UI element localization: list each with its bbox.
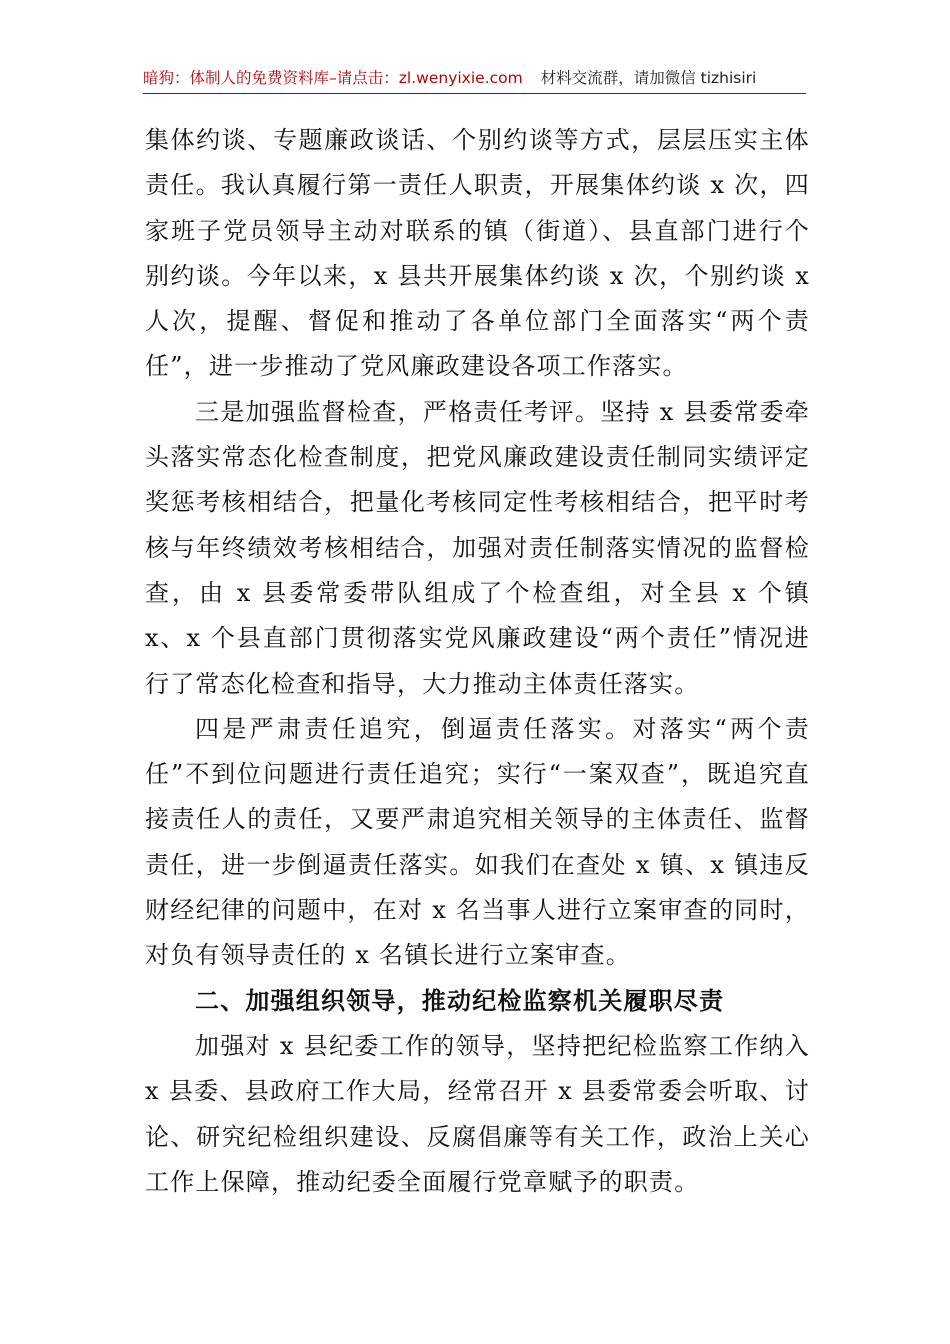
paragraph-continuation: 集体约谈、专题廉政谈话、个别约谈等方式，层层压实主体责任。我认真履行第一责任人职责，开展集体约谈 x 次，四家班子党员领导主动对联系的镇（街道）、县直部门进行个别约谈。今年以来，x 县共开展集体约谈 x 次，个别约谈 x 人次，提醒、督促和推动了各单位部门全面落实“两个责任”，进一步推动了党风廉政建设各项工作落实。 <box>145 126 810 381</box>
paragraph-supervision: 三是加强监督检查，严格责任考评。坚持 x 县委常委牵头落实常态化检查制度，把党风廉政建设责任制同实绩评定奖惩考核相结合，把量化考核同定性考核相结合，把平时考核与年终绩效考核相结合，加强对责任制落实情况的监督检查，由 x 县委常委带队组成了个检查组，对全县 x 个镇 x、x 个县直部门贯彻落实党风廉政建设“两个责任”情况进行了常态化检查和指导，大力推动主体责任落实。 <box>145 397 810 698</box>
header-click-prompt: –请点击： <box>329 69 399 87</box>
watermark-header <box>143 66 805 94</box>
header-group-note: 材料交流群，请加微信 tizhisiri <box>540 69 757 87</box>
section-heading: 二、加强组织领导，推动纪检监察机关履职尽责 <box>195 986 725 1015</box>
paragraph-leadership: 加强对 x 县纪委工作的领导，坚持把纪检监察工作纳入 x 县委、县政府工作大局，经常召开 x 县委常委会听取、讨论、研究纪检组织建设、反腐倡廉等有关工作，政治上关心工作上保障，推动纪委全面履行党章赋予的职责。 <box>145 1031 810 1196</box>
header-divider <box>143 93 806 94</box>
header-brand: 暗狗：体制人的免费资料库 <box>143 69 330 87</box>
paragraph-accountability: 四是严肃责任追究，倒逼责任落实。对落实“两个责任”不到位问题进行责任追究；实行“一案双查”，既追究直接责任人的责任，又要严肃追究相关领导的主体责任、监督责任，进一步倒逼责任落实。如我们在查处 x 镇、x 镇违反财经纪律的问题中，在对 x 名当事人进行立案审查的同时，对负有领导责任的 x 名镇长进行立案审查。 <box>145 714 810 970</box>
document-body <box>145 118 810 1205</box>
header-url-link[interactable]: zl.wenyixie.com <box>398 69 523 87</box>
